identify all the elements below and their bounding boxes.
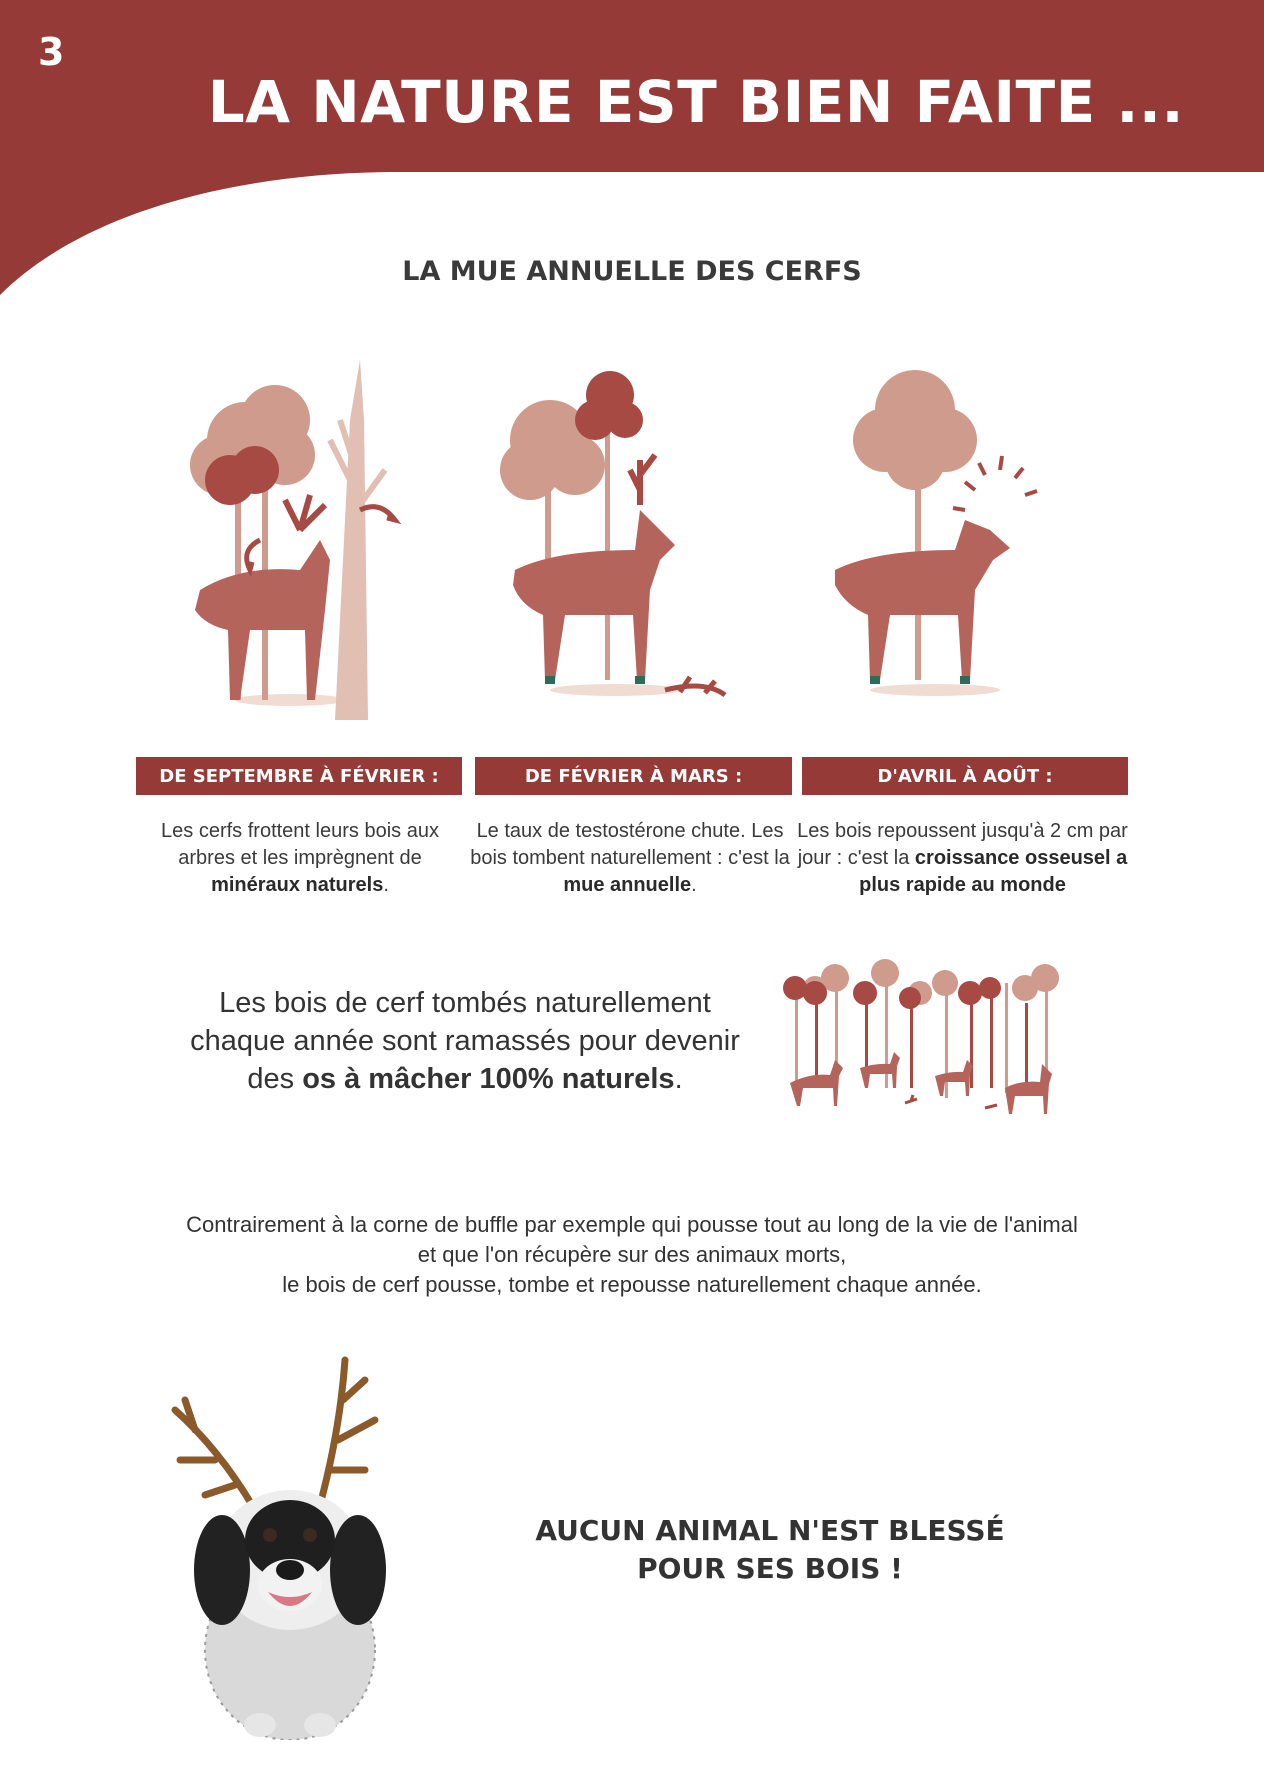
page-number: 3 (38, 30, 65, 74)
section-title: LA MUE ANNUELLE DES CERFS (402, 256, 862, 287)
stage-label-april-august: D'AVRIL À AOÛT : (802, 757, 1128, 795)
closing-line-2: POUR SES BOIS ! (637, 1552, 903, 1585)
stage-label-september-february: DE SEPTEMBRE À FÉVRIER : (136, 757, 462, 795)
deer-shedding-antlers-illustration (485, 360, 785, 720)
closing-line-1: AUCUN ANIMAL N'EST BLESSÉ (535, 1514, 1005, 1547)
page-title: LA NATURE EST BIEN FAITE ... (207, 68, 1184, 136)
comparison-paragraph (100, 1210, 1164, 1300)
comparison-line-2: et que l'on récupère sur des animaux morts, (417, 1242, 847, 1267)
antler-collection-text: Les bois de cerf tombés naturellement chaque année sont ramassés pour devenir des os à mâcher 100% naturels. (190, 987, 740, 1095)
closing-statement (520, 1512, 1020, 1588)
forest-deer-herd-illustration (775, 958, 1075, 1128)
deer-regrowing-antlers-illustration (815, 360, 1115, 720)
comparison-line-3: le bois de cerf pousse, tombe et repousse naturellement chaque année. (282, 1272, 982, 1297)
header-band (0, 0, 1264, 300)
stage-description-1: Les cerfs frottent leurs bois aux arbres et les imprègnent de minéraux naturels. (161, 820, 439, 896)
stage-description-3: Les bois repoussent jusqu'à 2 cm par jour : c'est la croissance osseusel a plus rapide au monde (797, 820, 1128, 896)
dog-with-antlers-photo (160, 1320, 420, 1740)
comparison-line-1: Contrairement à la corne de buffle par exemple qui pousse tout au long de la vie de l'animal (186, 1212, 1078, 1237)
deer-rubbing-antlers-illustration (150, 360, 450, 720)
stage-description-2: Le taux de testostérone chute. Les bois tombent naturellement : c'est la mue annuelle. (470, 820, 790, 896)
stage-label-february-march: DE FÉVRIER À MARS : (475, 757, 792, 795)
